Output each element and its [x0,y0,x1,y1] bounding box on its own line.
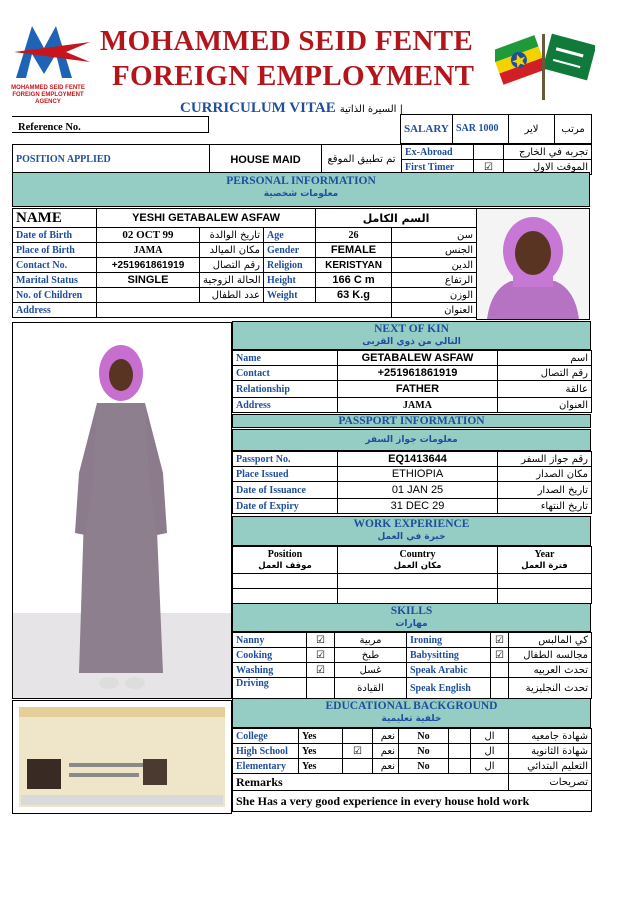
skill-driving-ar: القيادة [335,678,407,699]
agency-logo [6,18,90,106]
edu-college-ar: شهادة جامعيه [509,729,592,744]
work-row [233,589,592,604]
ex-abroad-ar: تجربه في الخارج [504,145,592,160]
first-timer-ar: الموقت الاول [504,160,592,175]
kin-contact-value: +251961861919 [338,366,498,381]
first-timer-checkbox: ☑ [474,160,504,175]
work-row [233,574,592,589]
remarks-label: Remarks [233,774,509,791]
flags-emblem [495,22,595,104]
edu-elementary-yes: Yes [299,759,343,774]
religion-value: KERISTYAN [316,258,392,273]
passport-no-label: Passport No. [233,452,338,467]
children-ar: عدد الطفال [200,288,264,303]
skill-english-label: Speak English [407,678,491,699]
gender-value: FEMALE [316,243,392,258]
position-ar: تم تطبيق الموقع [322,145,402,175]
edu-highschool-ar: شهادة الثانوية [509,744,592,759]
skill-nanny-ar: مربية [335,633,407,648]
skill-washing-ar: غسل [335,663,407,678]
pob-ar: مكان الميالد [200,243,264,258]
marital-value: SINGLE [97,273,200,288]
salary-table [400,114,592,144]
position-label: POSITION APPLIED [13,145,210,175]
edu-college-no-ar: ال [471,729,509,744]
personal-info-table [12,208,477,318]
skill-arabic-checkbox [491,663,509,678]
age-ar: سن [392,228,477,243]
kin-name-ar: اسم [498,351,592,366]
reference-box [12,116,209,133]
passport-title: PASSPORT INFORMATION [338,415,485,427]
pob-value: JAMA [97,243,200,258]
contact-ar: رقم التصال [200,258,264,273]
remarks-ar: تصريحات [509,774,592,791]
religion-ar: الدين [392,258,477,273]
salary-label: SALARY [401,115,453,144]
kin-relationship-ar: عالقة [498,381,592,398]
personal-info-title: PERSONAL INFORMATION [226,175,376,187]
kin-name-label: Name [233,351,338,366]
edu-college-no: No [399,729,449,744]
ex-abroad-check [474,145,504,160]
edu-highschool-yes: Yes [299,744,343,759]
edu-highschool-yes-ar: نعم [373,744,399,759]
skill-ironing-checkbox: ☑ [491,633,509,648]
education-title-ar: خلفية تعليمية [381,714,442,724]
edu-highschool-yes-checkbox: ☑ [343,744,373,759]
skill-cooking-ar: طبخ [335,648,407,663]
edu-elementary-yes-checkbox [343,759,373,774]
passport-scan-image [12,700,232,814]
skill-washing-label: Washing [233,663,307,678]
skill-english-ar: تحدث النجليزية [509,678,592,699]
work-col-year [498,547,592,574]
dob-ar: تاريخ الوالدة [200,228,264,243]
education-header [232,698,591,728]
contact-value: +251961861919 [97,258,200,273]
work-col-country [338,547,498,574]
children-value [97,288,200,303]
marital-ar: الحالة الزوجية [200,273,264,288]
work-header [232,516,591,546]
logo-mark-icon [6,18,90,80]
weight-value: 63 K.g [316,288,392,303]
kin-relationship-value: FATHER [338,381,498,398]
edu-elementary-ar: التعليم البتدائي [509,759,592,774]
expiry-ar: تاريخ النتهاء [498,499,592,514]
work-col-position [233,547,338,574]
passport-subheader [232,429,591,451]
skill-driving-checkbox [307,678,335,699]
marital-label: Marital Status [13,273,97,288]
ethiopia-flag-icon [495,35,547,85]
address-ar: العنوان [392,303,477,318]
passport-table [232,451,592,514]
company-name-line2: FOREIGN EMPLOYMENT [112,60,475,92]
height-value: 166 C m [316,273,392,288]
expiry-value: 31 DEC 29 [338,499,498,514]
remarks-text: She Has a very good experience in every house hold work [233,791,592,812]
weight-ar: الوزن [392,288,477,303]
name-value: YESHI GETABALEW ASFAW [97,209,316,228]
edu-college-yes-ar: نعم [373,729,399,744]
standing-person-icon [13,323,231,698]
kin-title: NEXT OF KIN [374,323,449,335]
issuance-label: Date of Issuance [233,482,338,499]
work-col-year-ar: فترة العمل [521,560,568,571]
skill-babysitting-checkbox: ☑ [491,648,509,663]
portrait-person-icon [477,209,589,319]
edu-elementary-yes-ar: نعم [373,759,399,774]
kin-title-ar: التالي من ذوي القربى [362,337,461,347]
kin-address-label: Address [233,398,338,413]
work-title-ar: خبرة في العمل [377,532,446,542]
kin-table [232,350,592,413]
portrait-photo [476,208,590,320]
passport-document-icon [13,701,231,813]
expiry-label: Date of Expiry [233,499,338,514]
education-title: EDUCATIONAL BACKGROUND [325,700,498,712]
cv-title [180,99,403,117]
position-table [12,144,592,175]
skill-nanny-label: Nanny [233,633,307,648]
kin-address-ar: العنوان [498,398,592,413]
personal-rows [13,228,477,318]
edu-highschool-no: No [399,744,449,759]
age-label: Age [264,228,316,243]
skill-ironing-label: Ironing [407,633,491,648]
salary-ar: مرتب [555,115,592,144]
address-value [97,303,392,318]
skill-driving-label: Driving [233,678,307,699]
kin-contact-label: Contact [233,366,338,381]
work-table [232,546,592,604]
skill-washing-checkbox: ☑ [307,663,335,678]
skill-cooking-label: Cooking [233,648,307,663]
place-issued-ar: مكان الصدار [498,467,592,482]
edu-highschool-no-checkbox [449,744,471,759]
skills-title: SKILLS [390,605,433,617]
dob-label: Date of Birth [13,228,97,243]
work-col-country-en: Country [399,548,436,560]
cv-title-en: CURRICULUM VITAE [180,100,336,116]
logo-caption: MOHAMMED SEID FENTE FOREIGN EMPLOYMENT AGENCY [11,85,85,105]
issuance-value: 01 JAN 25 [338,482,498,499]
passport-header [232,414,591,428]
skill-arabic-label: Speak Arabic [407,663,491,678]
salary-value: SAR 1000 [453,115,509,144]
edu-elementary-no-ar: ال [471,759,509,774]
skill-nanny-checkbox: ☑ [307,633,335,648]
address-label: Address [13,303,97,318]
skill-arabic-ar: تحدث العربيه [509,663,592,678]
gender-ar: الجنس [392,243,477,258]
religion-label: Religion [264,258,316,273]
dob-value: 02 OCT 99 [97,228,200,243]
edu-elementary-label: Elementary [233,759,299,774]
edu-college-yes-checkbox [343,729,373,744]
work-col-position-en: Position [267,548,303,560]
weight-label: Weight [264,288,316,303]
edu-college-label: College [233,729,299,744]
passport-title-ar: معلومات جواز السفر [365,435,458,445]
passport-no-ar: رقم جواز السفر [498,452,592,467]
kin-name-value: GETABALEW ASFAW [338,351,498,366]
edu-elementary-no-checkbox [449,759,471,774]
education-table [232,728,592,812]
name-label: NAME [13,209,97,228]
name-ar: السم الكامل [316,209,477,228]
edu-college-yes: Yes [299,729,343,744]
age-value: 26 [316,228,392,243]
reference-label: Reference No. [18,122,81,133]
position-value: HOUSE MAID [210,145,322,175]
ex-abroad-label: Ex-Abroad [402,145,474,160]
place-issued-label: Place Issued [233,467,338,482]
skills-header [232,603,591,632]
edu-highschool-no-ar: ال [471,744,509,759]
place-issued-value: ETHIOPIA [338,467,498,482]
issuance-ar: تاريخ الصدار [498,482,592,499]
work-col-position-ar: موقف العمل [258,560,312,571]
kin-relationship-label: Relationship [233,381,338,398]
skill-babysitting-ar: مجالسه الطفال [509,648,592,663]
work-col-country-ar: مكان العمل [393,560,442,571]
full-body-photo [12,322,232,699]
kin-address-value: JAMA [338,398,498,413]
skill-ironing-ar: كي المالبس [509,633,592,648]
pob-label: Place of Birth [13,243,97,258]
kin-header [232,321,591,350]
cv-title-ar: السيرة الذاتية | [339,104,403,115]
company-name-line1: MOHAMMED SEID FENTE [100,25,474,57]
edu-highschool-label: High School [233,744,299,759]
height-ar: الرتفاع [392,273,477,288]
edu-elementary-no: No [399,759,449,774]
children-label: No. of Children [13,288,97,303]
skill-babysitting-label: Babysitting [407,648,491,663]
passport-no-value: EQ1413644 [338,452,498,467]
salary-unit-ar: لاير [509,115,555,144]
work-col-year-en: Year [534,548,555,560]
work-title: WORK EXPERIENCE [353,518,470,530]
personal-info-title-ar: معلومات شخصية [263,189,339,199]
skill-english-checkbox [491,678,509,699]
edu-college-no-checkbox [449,729,471,744]
gender-label: Gender [264,243,316,258]
skill-cooking-checkbox: ☑ [307,648,335,663]
skills-table [232,632,592,699]
saudi-flag-icon [543,34,595,81]
personal-info-header [12,172,590,207]
kin-contact-ar: رقم التصال [498,366,592,381]
height-label: Height [264,273,316,288]
contact-label: Contact No. [13,258,97,273]
first-timer-label: First Timer [402,160,474,175]
skills-title-ar: مهارات [395,619,428,629]
